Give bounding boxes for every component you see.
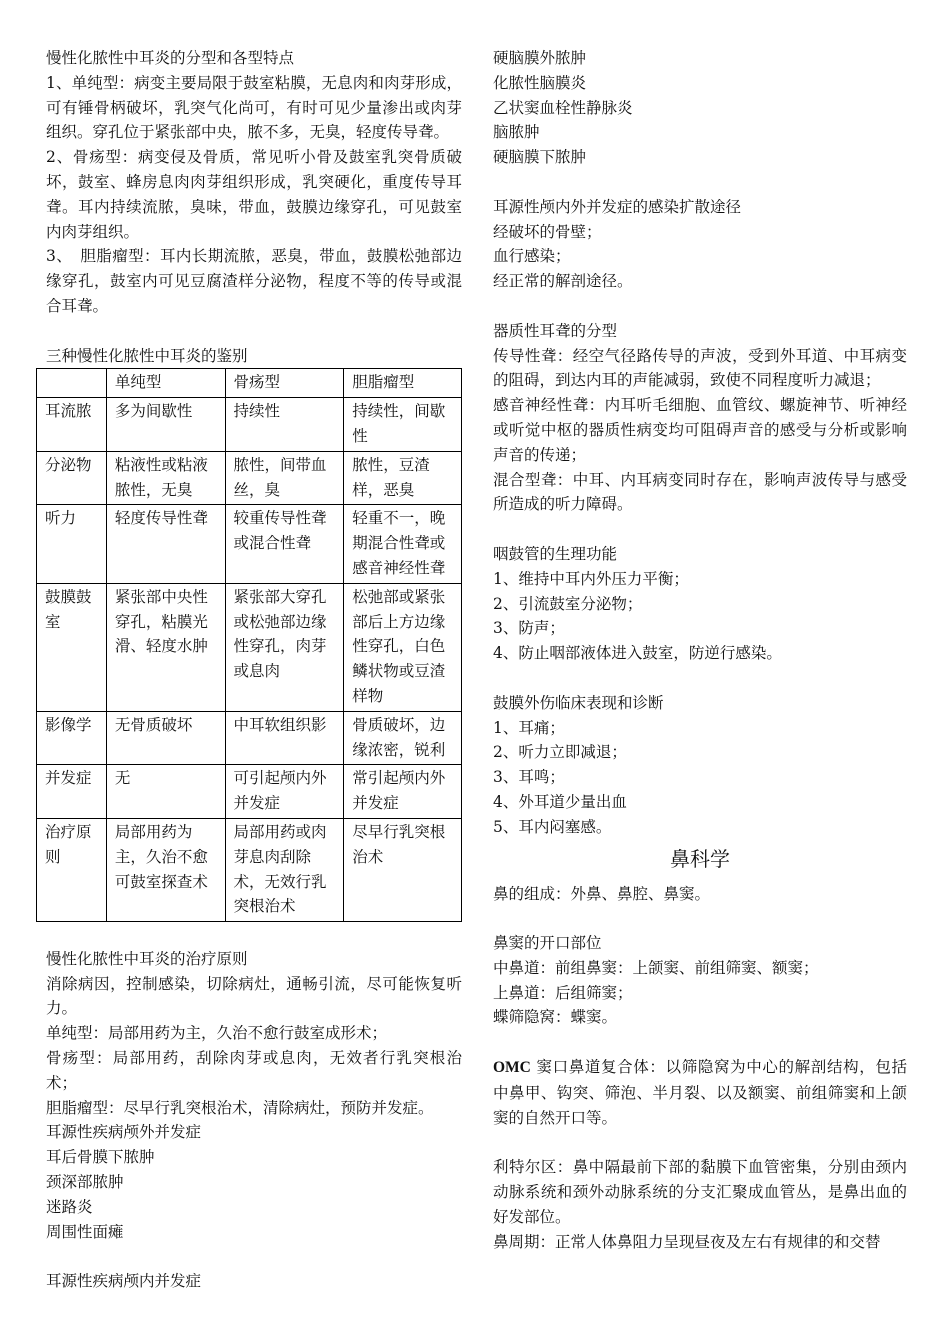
table-cell: 轻度传导性聋 — [106, 505, 225, 583]
table-cell: 尽早行乳突根治术 — [344, 818, 462, 921]
treatment-line: 单纯型：局部用药为主，久治不愈行鼓室成形术； — [46, 1024, 388, 1043]
nose-composition: 鼻的组成：外鼻、鼻腔、鼻窦。 — [493, 884, 711, 903]
table-row — [37, 818, 462, 921]
table-cell: 较重传导性聋或混合性聋 — [225, 505, 344, 583]
table-row — [37, 711, 462, 765]
table-header-cell: 单纯型 — [106, 369, 225, 398]
section-title-eustachian: 咽鼓管的生理功能 — [493, 544, 618, 563]
table-cell: 常引起颅内外并发症 — [344, 765, 462, 819]
treatment-line: 骨疡型：局部用药，刮除肉芽或息肉，无效者行乳突根治术； — [46, 1049, 462, 1092]
sinus-item: 上鼻道：后组筛窦； — [493, 983, 633, 1002]
table-header-cell: 骨疡型 — [225, 369, 344, 398]
omc-text: 窦口鼻道复合体：以筛隐窝为中心的解剖结构，包括中鼻甲、钩突、筛泡、半月裂、以及额窦、前组筛窦和上颌窦的自然开口等。 — [493, 1058, 907, 1127]
extracranial-item: 颈深部脓肿 — [46, 1173, 124, 1192]
section-title-intracranial: 耳源性疾病颅内并发症 — [46, 1272, 202, 1291]
treatment-line: 消除病因，控制感染，切除病灶，通畅引流，尽可能恢复听力。 — [46, 974, 462, 1018]
section-title-trauma: 鼓膜外伤临床表现和诊断 — [493, 693, 664, 712]
omc-label: OMC — [493, 1059, 531, 1077]
intracranial-item: 乙状窦血栓性静脉炎 — [493, 98, 633, 117]
table-header-cell: 胆脂瘤型 — [344, 369, 462, 398]
extracranial-item: 周围性面瘫 — [46, 1222, 124, 1241]
omc-paragraph — [493, 1055, 907, 1130]
table-cell: 中耳软组织影 — [225, 711, 344, 765]
rhinology-heading: 鼻科学 — [670, 846, 730, 871]
type-osteitis-text: 2、骨疡型：病变侵及骨质，常见听小骨及鼓室乳突骨质破坏，鼓室、蜂房息肉肉芽组织形成，乳突硬化，重度传导耳聋。耳内持续流脓，臭味，带血，鼓膜边缘穿孔，可见鼓室内肉芽组织。 — [46, 148, 462, 241]
table-cell: 局部用药为主，久治不愈可鼓室探查术 — [106, 818, 225, 921]
intracranial-item: 脑脓肿 — [493, 123, 540, 142]
intracranial-item: 化脓性脑膜炎 — [493, 73, 587, 92]
table-cell: 轻重不一，晚期混合性聋或感音神经性聋 — [344, 505, 462, 583]
eustachian-item: 3、防声； — [493, 619, 565, 638]
extracranial-title: 耳源性疾病颅外并发症 — [46, 1123, 202, 1142]
type-simple-text: 1、单纯型：病变主要局限于鼓室粘膜，无息肉和肉芽形成，可有锤骨柄破坏，乳突气化尚可，有时可见少量渗出或肉芽组织。穿孔位于紧张部中央，脓不多，无臭，轻度传导聋。 — [46, 73, 462, 142]
trauma-item: 5、耳内闷塞感。 — [493, 817, 612, 836]
sinus-item: 中鼻道：前组鼻窦：上颌窦、前组筛窦、额窦； — [493, 958, 819, 977]
table-cell: 紧张部大穿孔或松弛部边缘性穿孔，肉芽或息肉 — [225, 583, 344, 711]
trauma-item: 1、耳痛； — [493, 718, 565, 737]
table-cell: 并发症 — [37, 765, 107, 819]
table-cell: 可引起颅内外并发症 — [225, 765, 344, 819]
table-cell: 分泌物 — [37, 451, 107, 505]
right-column — [493, 46, 907, 1254]
table-cell: 持续性，间歇性 — [344, 398, 462, 452]
comparison-table — [36, 368, 462, 922]
spread-item: 血行感染； — [493, 247, 571, 266]
eustachian-item: 4、防止咽部液体进入鼓室，防逆行感染。 — [493, 644, 782, 663]
table-row — [37, 505, 462, 583]
table-cell: 治疗原则 — [37, 818, 107, 921]
extracranial-item: 耳后骨膜下脓肿 — [46, 1148, 155, 1167]
table-cell: 多为间歇性 — [106, 398, 225, 452]
table-row — [37, 583, 462, 711]
deafness-item: 传导性聋：经空气径路传导的声波，受到外耳道、中耳病变的阻碍，到达内耳的声能减弱，致使不同程度听力减退； — [493, 346, 907, 390]
deafness-item: 感音神经性聋：内耳听毛细胞、血管纹、螺旋神节、听神经或听觉中枢的器质性病变均可阻碍声音的感受与分析或影响声音的传递； — [493, 396, 907, 464]
table-header-cell — [37, 369, 107, 398]
left-column — [46, 46, 462, 1294]
table-cell: 粘液性或粘液脓性，无臭 — [106, 451, 225, 505]
table-title: 三种慢性化脓性中耳炎的鉴别 — [46, 346, 248, 365]
table-cell: 脓性，豆渣样，恶臭 — [344, 451, 462, 505]
deafness-item: 混合型聋：中耳、内耳病变同时存在，影响声波传导与感受所造成的听力障碍。 — [493, 470, 907, 514]
eustachian-item: 2、引流鼓室分泌物； — [493, 594, 643, 613]
section-title-sinus: 鼻窦的开口部位 — [493, 934, 602, 953]
table-cell: 局部用药或肉芽息肉刮除术，无效行乳突根治术 — [225, 818, 344, 921]
table-cell: 无骨质破坏 — [106, 711, 225, 765]
table-header-row — [37, 369, 462, 398]
table-cell: 鼓膜鼓室 — [37, 583, 107, 711]
trauma-item: 2、听力立即减退； — [493, 743, 627, 762]
eustachian-item: 1、维持中耳内外压力平衡； — [493, 569, 689, 588]
trauma-item: 3、耳鸣； — [493, 768, 565, 787]
section-title-spread: 耳源性颅内外并发症的感染扩散途径 — [493, 197, 742, 216]
spread-item: 经正常的解剖途径。 — [493, 272, 633, 291]
section-title-treatment: 慢性化脓性中耳炎的治疗原则 — [46, 949, 248, 968]
table-cell: 耳流脓 — [37, 398, 107, 452]
table-row — [37, 765, 462, 819]
table-row — [37, 451, 462, 505]
table-cell: 紧张部中央性穿孔，粘膜光滑、轻度水肿 — [106, 583, 225, 711]
type-cholesteatoma-text: 3、 胆脂瘤型：耳内长期流脓，恶臭，带血，鼓膜松弛部边缘穿孔，鼓室内可见豆腐渣样分泌物，程度不等的传导或混合耳聋。 — [46, 247, 462, 315]
table-cell: 脓性，间带血丝，臭 — [225, 451, 344, 505]
section-title-classification: 慢性化脓性中耳炎的分型和各型特点 — [46, 49, 295, 67]
extracranial-item: 迷路炎 — [46, 1197, 93, 1216]
treatment-line: 胆脂瘤型：尽早行乳突根治术，清除病灶，预防并发症。 — [46, 1098, 434, 1117]
section-title-deafness: 器质性耳聋的分型 — [493, 321, 618, 340]
table-cell: 无 — [106, 765, 225, 819]
table-cell: 听力 — [37, 505, 107, 583]
intracranial-item: 硬脑膜下脓肿 — [493, 148, 587, 167]
littles-area-paragraph: 利特尔区：鼻中隔最前下部的黏膜下血管密集，分别由颈内动脉系统和颈外动脉系统的分支汇聚成血管丛，是鼻出血的好发部位。 — [493, 1158, 907, 1226]
table-row — [37, 398, 462, 452]
trauma-item: 4、外耳道少量出血 — [493, 792, 627, 811]
table-cell: 骨质破坏，边缘浓密，锐利 — [344, 711, 462, 765]
intracranial-item: 硬脑膜外脓肿 — [493, 49, 587, 67]
spread-item: 经破坏的骨壁； — [493, 222, 602, 241]
table-cell: 影像学 — [37, 711, 107, 765]
nasal-cycle-paragraph: 鼻周期：正常人体鼻阻力呈现昼夜及左右有规律的和交替 — [493, 1232, 881, 1251]
table-cell: 松弛部或紧张部后上方边缘性穿孔，白色鳞状物或豆渣样物 — [344, 583, 462, 711]
sinus-item: 蝶筛隐窝：蝶窦。 — [493, 1008, 618, 1027]
table-cell: 持续性 — [225, 398, 344, 452]
